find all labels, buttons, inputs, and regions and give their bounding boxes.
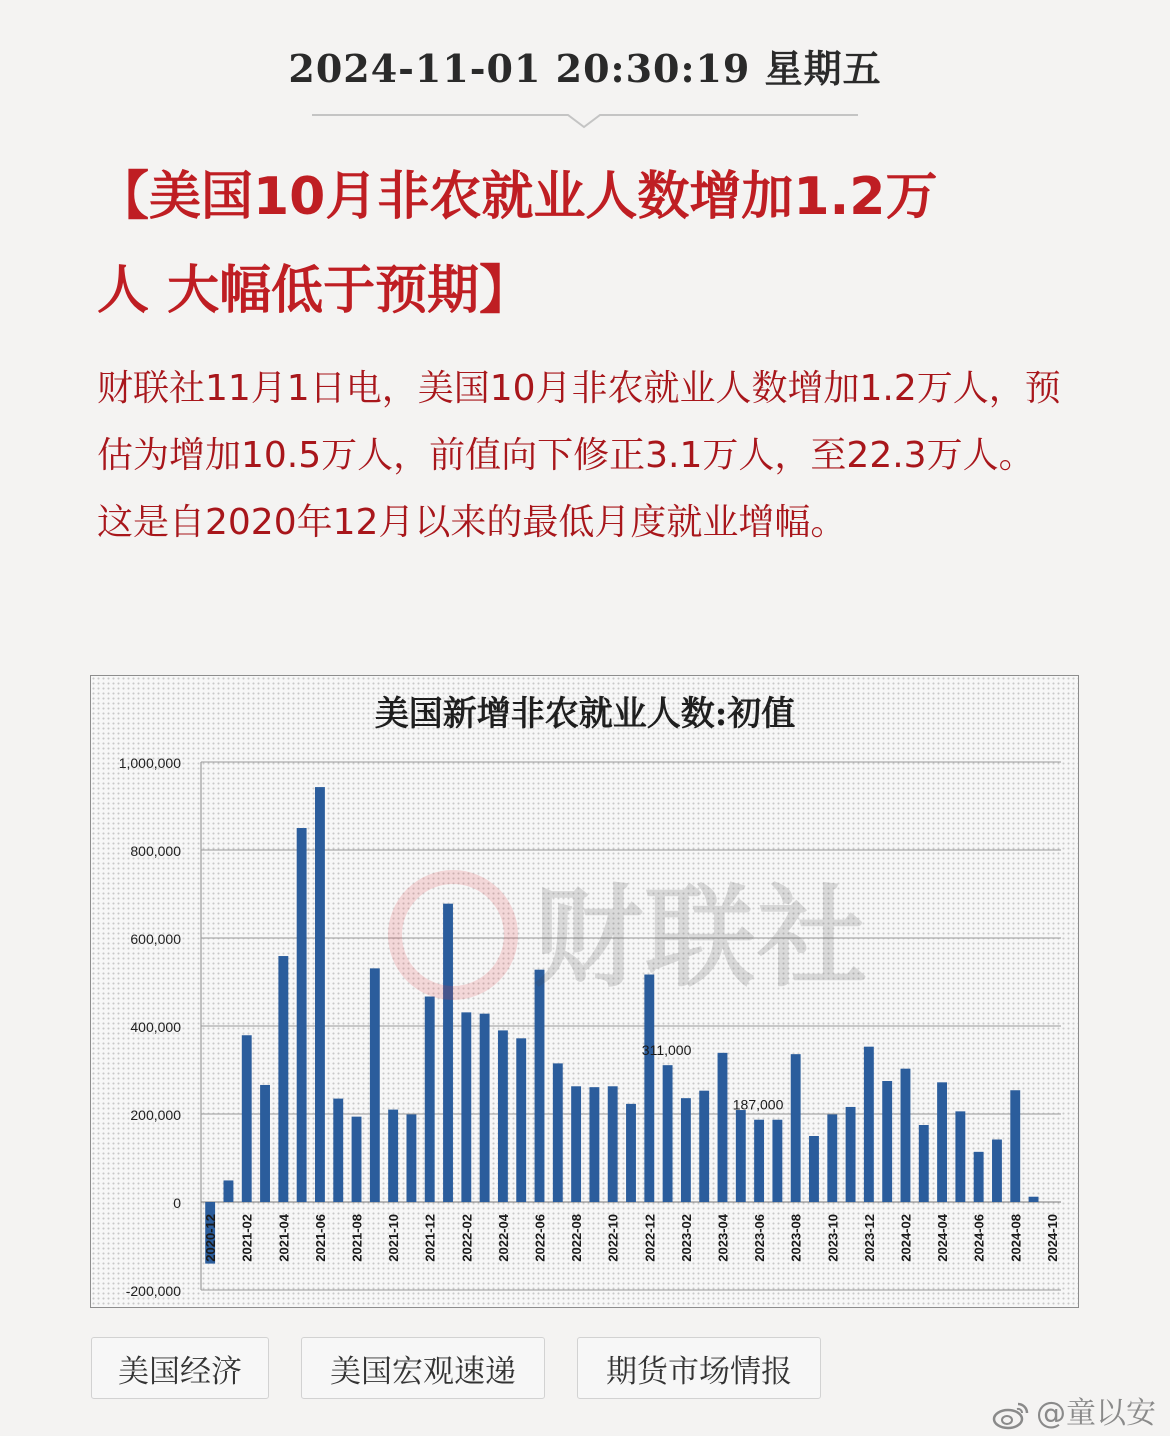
bar-2021-07 — [333, 1099, 343, 1202]
bar-2022-12 — [644, 975, 654, 1202]
weibo-icon — [992, 1400, 1030, 1430]
bar-2022-09 — [589, 1087, 599, 1202]
bar-2021-06 — [315, 787, 325, 1202]
x-tick-label: 2024-02 — [898, 1214, 914, 1262]
y-tick-label: 800,000 — [130, 843, 181, 859]
x-tick-label: 2021-12 — [422, 1213, 438, 1262]
bar-2024-08 — [1010, 1090, 1020, 1202]
bar-2021-08 — [352, 1117, 362, 1202]
y-tick-label: 600,000 — [130, 931, 181, 947]
x-tick-label: 2022-12 — [642, 1214, 658, 1262]
bar-2023-04 — [718, 1053, 728, 1202]
bar-2023-03 — [699, 1091, 709, 1202]
article-headline — [97, 150, 1057, 338]
x-tick-label: 2022-02 — [459, 1214, 475, 1262]
headline-line-2: 人 大幅低于预期】 — [97, 261, 532, 321]
tag-us-macro-express[interactable]: 美国宏观速递 — [301, 1337, 545, 1399]
x-tick-label: 2024-10 — [1044, 1213, 1060, 1262]
bar-2021-01 — [224, 1180, 234, 1202]
bar-2023-02 — [681, 1098, 691, 1202]
x-tick-label: 2021-10 — [386, 1214, 402, 1262]
bar-2023-10 — [827, 1114, 837, 1202]
bar-2022-07 — [553, 1063, 563, 1202]
bar-2024-05 — [955, 1111, 965, 1202]
x-tick-label: 2024-04 — [935, 1213, 951, 1262]
bar-2021-11 — [406, 1114, 416, 1202]
chart-bars — [205, 787, 1038, 1264]
bar-2022-04 — [498, 1030, 508, 1202]
x-tick-label: 2022-06 — [532, 1213, 548, 1262]
bar-2023-11 — [846, 1107, 856, 1202]
chart-y-axis — [119, 755, 182, 1299]
bar-2021-12 — [425, 997, 435, 1202]
bar-2021-02 — [242, 1035, 252, 1202]
bar-2021-09 — [370, 968, 380, 1202]
bar-2022-11 — [626, 1104, 636, 1202]
bar-2023-07 — [772, 1120, 782, 1202]
bar-2023-09 — [809, 1136, 819, 1202]
chart-x-axis — [203, 1213, 1060, 1261]
bar-2023-06 — [754, 1120, 764, 1202]
x-tick-label: 2023-08 — [788, 1213, 804, 1262]
bar-2024-06 — [974, 1152, 984, 1202]
x-tick-label: 2020-12 — [203, 1214, 219, 1262]
chart-panel — [90, 675, 1079, 1308]
bar-2021-04 — [278, 956, 288, 1202]
article-datetime: 2024-11-01 20:30:19 星期五 — [288, 46, 882, 91]
y-tick-label: 400,000 — [130, 1019, 181, 1035]
nonfarm-payrolls-chart — [91, 676, 1080, 1309]
x-tick-label: 2024-06 — [971, 1214, 987, 1262]
x-tick-label: 2021-08 — [349, 1213, 365, 1262]
bar-2022-03 — [480, 1014, 490, 1202]
x-tick-label: 2023-06 — [752, 1214, 768, 1262]
headline-line-1: 【美国10月非农就业人数增加1.2万 — [97, 167, 938, 227]
x-tick-label: 2023-04 — [715, 1214, 731, 1262]
chart-gridlines — [201, 762, 1061, 1290]
x-tick-label: 2021-02 — [239, 1213, 255, 1262]
bar-2024-09 — [1029, 1197, 1039, 1202]
bar-2023-01 — [663, 1065, 673, 1202]
article-body: 财联社11月1日电，美国10月非农就业人数增加1.2万人，预估为增加10.5万人，前值向下修正3.1万人，至22.3万人。这是自2020年12月以来的最低月度就业增幅。 — [97, 368, 1061, 543]
tag-us-economy[interactable]: 美国经济 — [91, 1337, 269, 1399]
bar-2022-06 — [535, 970, 545, 1202]
chart-title: 美国新增非农就业人数:初值 — [374, 694, 796, 734]
x-tick-label: 2024-08 — [1008, 1214, 1024, 1262]
weibo-credit — [992, 1388, 1156, 1432]
bar-2022-02 — [461, 1012, 471, 1202]
bar-2022-10 — [608, 1086, 618, 1202]
tag-futures-market-intel[interactable]: 期货市场情报 — [577, 1337, 821, 1399]
x-tick-label: 2023-02 — [678, 1213, 694, 1262]
author-handle: @童以安 — [1036, 1396, 1156, 1431]
x-tick-label: 2022-08 — [569, 1214, 585, 1262]
x-tick-label: 2022-10 — [605, 1213, 621, 1262]
x-tick-label: 2022-04 — [495, 1213, 511, 1262]
x-tick-label: 2021-04 — [276, 1213, 292, 1262]
bar-2024-07 — [992, 1140, 1002, 1202]
bar-2022-08 — [571, 1086, 581, 1202]
bar-2023-05 — [736, 1110, 746, 1202]
date-divider — [0, 112, 1170, 132]
bar-2021-05 — [297, 828, 307, 1202]
data-label: 311,000 — [641, 1042, 692, 1059]
data-label: 187,000 — [732, 1096, 784, 1113]
bar-2024-03 — [919, 1125, 929, 1202]
bar-2023-12 — [864, 1047, 874, 1202]
x-tick-label: 2023-10 — [825, 1214, 841, 1262]
y-tick-label: 200,000 — [130, 1107, 181, 1123]
bar-2023-08 — [791, 1054, 801, 1202]
y-tick-label: -200,000 — [125, 1283, 181, 1299]
bar-2022-05 — [516, 1038, 526, 1202]
y-tick-label: 1,000,000 — [118, 755, 181, 771]
bar-2022-01 — [443, 904, 453, 1202]
x-tick-label: 2023-12 — [861, 1213, 877, 1262]
y-tick-label: 0 — [173, 1195, 181, 1211]
bar-2021-03 — [260, 1085, 270, 1202]
bar-2024-02 — [901, 1069, 911, 1202]
bar-2021-10 — [388, 1110, 398, 1202]
bar-2024-04 — [937, 1082, 947, 1202]
x-tick-label: 2021-06 — [312, 1214, 328, 1262]
bar-2024-01 — [882, 1081, 892, 1202]
